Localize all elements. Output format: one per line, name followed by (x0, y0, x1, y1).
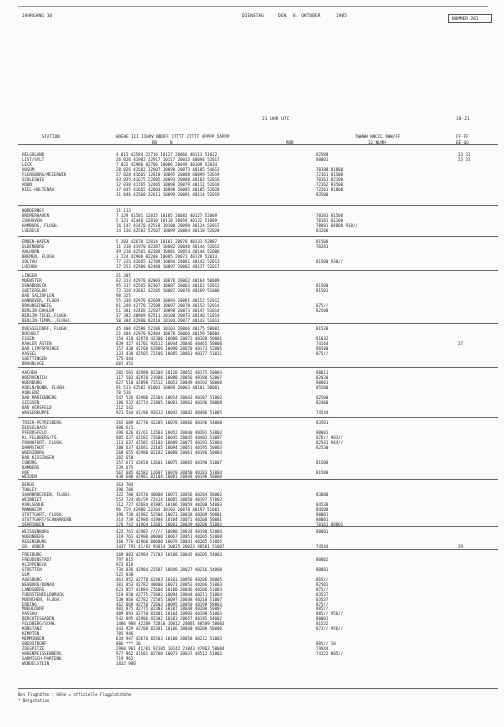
station-name: GARMISCH-PARTENK. (22, 655, 64, 661)
station-name: KOBLENZ (22, 389, 40, 395)
extra-groups: 82530 (316, 444, 329, 450)
observation-codes: 113 637 42581 42103 10089 20075 40193 52004 (116, 439, 222, 445)
extra-groups: 875// (316, 302, 329, 308)
station-name: MEMMINGEN (22, 636, 45, 642)
station-name: PFERDSFELD (22, 429, 47, 435)
station-name: WUERZBURG (22, 449, 45, 455)
station-name: BAD KISSINGEN (22, 454, 55, 460)
observation-codes: 51 381 42468 22507 10098 20073 40147 51014 (116, 307, 220, 313)
station-name: WENDELSTEIN (22, 660, 50, 666)
extra-groups: 875// (316, 586, 329, 592)
extra-groups: 74944 (316, 646, 329, 652)
station-name: GOETTINGEN (22, 355, 47, 361)
extra-groups: 80001 (316, 529, 329, 534)
station-name: NORDERNEY (22, 208, 45, 213)
station-name: FREUDENSTADT (22, 556, 52, 562)
extra-groups: 80001 (316, 156, 329, 162)
station-name: REGENSBURG (22, 538, 47, 544)
station-name: LINGEN (22, 273, 37, 278)
observation-codes: 396 706 (116, 486, 134, 492)
extra-groups: 81032 (316, 335, 329, 341)
station-name: ESSEN (22, 335, 35, 341)
station-name: WEINBIET (22, 496, 42, 502)
station-name: MUENSTER (22, 277, 42, 283)
extra-groups: 80001 (316, 511, 329, 517)
extra-groups: 86500 (316, 345, 329, 351)
column-ffff: FF-FF (456, 134, 469, 139)
extra-groups: 70161 82100 (316, 176, 344, 182)
extra-groups: 83537 (316, 596, 329, 602)
extra-groups: 74544 (316, 409, 329, 415)
observation-codes: 839 427 41701 92612 10044 20046 48465 50000 (116, 340, 222, 346)
station-name: HUSUM (22, 166, 35, 172)
extra-groups: 81501 (316, 287, 329, 293)
table-row (0, 410, 504, 415)
issue-number: NUMMER 281 (452, 17, 479, 22)
observation-codes: 443 929 42788 82301 10106 20040 40208 50000 (116, 626, 222, 632)
table-row (0, 264, 504, 269)
station-name: BERCHTESGADEN (22, 616, 55, 622)
observation-codes: 16 147 41470 42510 10100 20090 40124 52017 (116, 222, 220, 228)
bottom-rule (18, 688, 498, 689)
extra-groups: 81500 (316, 469, 329, 475)
group-separator (18, 417, 498, 418)
station-name: ULM (22, 571, 30, 577)
date-label: 8. OKTOBER (293, 14, 321, 19)
extra-groups: 80001 (316, 616, 329, 622)
observation-codes: 112 727 42684 81905 10106 20059 40200 54003 (116, 501, 222, 507)
observation-codes: 95 317 42565 02307 10087 20063 40162 52012 (116, 282, 220, 288)
column-codes: HOEHE III IIHVV NDDFF 1TTTT 2TTTT 4PPPP 5APPP (116, 134, 230, 139)
station-name: LECK (22, 161, 32, 167)
station-name: LUEBECK (22, 227, 40, 233)
station-name: BAMBERG (22, 464, 40, 470)
station-name: HANNOVER, FLUGH. (22, 297, 62, 303)
station-name: WEIDEN (22, 474, 37, 480)
observation-codes: 607 452 (116, 360, 134, 366)
station-name: STOETTEN (22, 566, 42, 572)
jahrgang-label: JAHRGANG 10 (22, 14, 53, 19)
station-name: MUEHLDORF (22, 606, 45, 612)
extra-groups: 81530 (316, 326, 329, 331)
station-name: LANDSBERG (22, 586, 45, 592)
observation-codes: 3 224 42980 02208 10085 20071 40129 52014 (116, 253, 218, 259)
station-name: KEMPTEN (22, 631, 40, 637)
station-name: ZUGSPITZE (22, 646, 45, 652)
station-name: BAD MARIENBERG (22, 394, 57, 400)
observation-codes: 319 763 42980 00000 10067 20051 40205 52008 (116, 533, 222, 539)
station-name: HOHENPEISSENBERG (22, 651, 62, 656)
station-name: KOELN/BONN, FLUGH. (22, 384, 67, 390)
extra-groups: 72261 81800 (316, 186, 344, 192)
station-name: FREIBURG (22, 552, 42, 557)
extra-groups: 70281 (316, 243, 329, 249)
observation-codes: 806 *** 10 (116, 641, 141, 647)
table-row (0, 661, 504, 666)
station-name: NUERBURG (22, 379, 42, 385)
observation-codes: 26 020 41982 22917 10117 20033 40094 52017 (116, 156, 220, 162)
table-row (0, 228, 504, 233)
observation-codes: 2960 961 41/01 92105 10142 21043 47063 58004 (116, 646, 225, 652)
observation-codes: 117 502 42970 21908 10088 20056 40180 52007 (116, 374, 222, 380)
observation-codes: 396 738 42982 52504 10073 20038 40209 50001 (116, 511, 222, 517)
station-name: FLENSBURG/MEIERWIK (22, 171, 67, 177)
station-name: AUGSBURG (22, 576, 42, 582)
station-name: KASSEL (22, 350, 37, 356)
station-name: OEHRINGEN (22, 521, 45, 527)
station-name: TRIER-PETRISBERG (22, 420, 62, 425)
observation-codes: 154 410 42970 42306 10088 20072 40168 50001 (116, 335, 222, 341)
station-name: BAD SALZUFLEN (22, 292, 55, 298)
extra-groups: 70181 81100 (316, 217, 344, 223)
station-name: BAD HERSFELD (22, 404, 52, 410)
station-name: NOERVENICH (22, 374, 47, 380)
observation-codes: 282 658 (116, 454, 134, 460)
extra-groups: 885// 10 (316, 641, 336, 647)
extra-groups: 81532 (316, 621, 329, 627)
observation-codes: 542 895 42986 92302 10103 20057 40195 54002 (116, 616, 222, 622)
extra-groups: 82500 (316, 394, 329, 400)
extra-groups: 83527 (316, 591, 329, 597)
observation-codes: 1486 908 42289 72810 10012 20001 48509 58003 (116, 621, 225, 627)
observation-codes: 5 203 42670 12014 10101 20070 40131 52007 (116, 239, 218, 244)
station-name: FUERSTENFELDBRUCK (22, 591, 64, 597)
station-name: COBURG (22, 459, 37, 465)
observation-codes: 530 866 42782 72505 10097 20048 40210 51007 (116, 596, 222, 602)
extra-groups: 875// (316, 350, 329, 356)
observation-codes: 623 857 42884 72604 10100 20046 40206 51003 (116, 586, 222, 592)
observation-codes: 12 038 41765 32405 10098 20079 40111 52018 (116, 181, 220, 187)
station-name: DARMSTADT (22, 444, 45, 450)
station-name: KARLSRUHE (22, 501, 45, 507)
observation-codes: 519 858 42775 72602 10094 20044 40211 51004 (116, 591, 222, 597)
station-name: OSNABRUECK (22, 282, 47, 288)
den-label: DEN (278, 14, 287, 19)
group-separator (18, 526, 498, 527)
observation-codes: 805 637 42182 72604 10045 20045 48483 53007 (116, 434, 222, 440)
observation-codes: 357 671 42658 12601 10075 20065 40190 51007 (116, 459, 222, 465)
observation-codes: 175 444 (116, 355, 134, 361)
observation-codes: 480 615 (116, 424, 134, 430)
station-name: SAARBRUECKEN, FLUGH. (22, 491, 72, 497)
ff-groups: 23 31 (458, 152, 471, 157)
column-eegg: EE GG (456, 140, 469, 145)
station-name: MUENCHEN, FLUGH. (22, 596, 62, 602)
extra-groups: 82541 944// (316, 439, 344, 445)
table-row (0, 318, 504, 323)
extra-groups: 82500 (316, 307, 329, 313)
station-name: ERDING (22, 601, 37, 607)
station-name: BRAUNSCHWEIG (22, 302, 52, 308)
station-name: OBERSTDORF (22, 641, 47, 647)
observation-codes: 462 869 42770 72603 10095 20050 40199 58003 (116, 601, 222, 607)
observation-codes: 7 129 41581 12815 10105 20082 40127 52009 (116, 212, 218, 218)
extra-groups: 81500 (316, 239, 329, 244)
observation-codes: 973 818 (116, 561, 134, 567)
observation-codes: 522 838 (116, 571, 134, 577)
station-name: HELGOLAND (22, 152, 45, 157)
extra-groups: 873// 956// (316, 626, 344, 632)
observation-codes: 91 513 42582 81803 10089 20063 40181 50001 (116, 384, 220, 390)
observation-codes: 37 382 40969 02511 10100 20073 40140 51014 (116, 312, 220, 318)
extra-groups: 81500 (316, 282, 329, 288)
group-separator (18, 270, 498, 271)
observation-codes: 21 305 (116, 273, 131, 278)
station-name: KLIPPENECK (22, 561, 47, 567)
extra-groups: 84530 (316, 501, 329, 507)
extra-groups: 81500 930// (316, 258, 344, 264)
extra-groups: 80001 (316, 516, 329, 522)
station-name: PASSAU (22, 611, 37, 617)
observation-codes: 401 875 42775 82303 10107 20048 40200 50007 (116, 606, 222, 612)
station-name: GIESSEN (22, 399, 40, 405)
extra-groups: 83501 (316, 420, 329, 425)
observation-codes: 43 035 41675 22605 10093 20080 40103 52016 (116, 176, 220, 182)
extra-groups: 80001 (316, 379, 329, 385)
observation-codes: 70 516 (116, 389, 131, 395)
column-rr: RR (152, 140, 158, 145)
observation-codes: 322 708 42570 40000 10072 20056 40204 58002 (116, 491, 222, 497)
station-name: STUTTGART, FLUGH. (22, 511, 64, 517)
station-name: BRAUNLAGE (22, 360, 45, 366)
extra-groups: 85500 (316, 384, 329, 390)
observation-codes: 96 729 42980 22204 10103 20078 40197 51001 (116, 506, 220, 512)
extra-groups: 80001 (316, 566, 329, 572)
observation-codes: 28 026 41582 12907 10098 20073 40105 54013 (116, 166, 220, 172)
observation-codes: 1437 791 41/01 93014 10025 20023 48501 51007 (116, 543, 225, 549)
station-name: BERLIN-TEGEL,FLUGH. (22, 312, 69, 318)
group-separator (18, 236, 498, 237)
observation-codes: 81 348 42770 72508 10097 20070 40152 52014 (116, 302, 220, 308)
observation-codes: 157 430 42760 62806 10090 20070 40173 52005 (116, 345, 222, 351)
observation-codes: 108 637 42681 22105 10094 20051 40195 50003 (116, 444, 222, 450)
observation-codes: 627 510 42890 72512 10053 20049 40192 50000 (116, 379, 222, 385)
station-name: GR. ARBER (22, 543, 45, 549)
extra-groups: 875// (316, 601, 329, 607)
group-separator (18, 367, 498, 368)
station-name: LUCHOW (22, 263, 37, 269)
observation-codes: 231 438 42565 72106 10085 20061 40177 51011 (116, 350, 222, 356)
observation-codes: 27 028 41665 12610 10095 20088 40099 52019 (116, 171, 220, 177)
observation-codes: 1832 980 (116, 660, 136, 666)
observation-codes: 55 338 42970 02609 10094 20081 40152 52012 (116, 297, 220, 303)
station-name: KONSTANZ (22, 626, 42, 632)
station-name: BERLIN-DAHLEM (22, 307, 55, 313)
extra-groups: 83200 (316, 227, 329, 233)
group-separator (18, 323, 498, 324)
observation-codes: 49 218 42565 02309 10081 20054 40144 52006 (116, 248, 220, 254)
observation-codes: 396 626 42/61 12503 10052 20040 40201 53003 (116, 429, 222, 435)
extra-groups: 82030 (316, 374, 329, 380)
extra-groups: 74144 (316, 340, 329, 346)
extra-groups: 72161 81500 (316, 171, 344, 177)
station-name: THOLEY (22, 486, 37, 492)
station-name: DUESSELDORF, FLUGH. (22, 326, 69, 331)
station-name: FRANKFURT, FLUGH. (22, 439, 64, 445)
observation-codes: 553 724 46/59 72414 10065 20050 40197 57003 (116, 496, 222, 502)
observation-codes: 17 253 42980 02408 10097 20082 40137 52017 (116, 263, 220, 269)
observation-codes: 461 852 42770 62403 10101 20056 40206 50005 (116, 576, 222, 582)
observation-codes: 5 131 41440 12810 10118 20059 40122 51009 (116, 217, 218, 223)
observation-codes: 977 962 41581 82708 10073 20037 48512 51003 (116, 651, 222, 656)
observation-codes: 409 893 42770 82401 10104 20093 40198 53003 (116, 611, 222, 617)
year-label: 1985 (336, 14, 347, 19)
time-range-label: 18-21 (456, 117, 470, 122)
observation-codes: 21 404 42970 02404 10078 20066 40159 50004 (116, 330, 220, 336)
observation-codes: 11 113 (116, 208, 131, 213)
extra-groups: 81500 (316, 459, 329, 465)
station-name: STUTTGART/SCHNARRENB (22, 516, 72, 522)
extra-groups: 70188 81800 (316, 166, 344, 172)
observation-codes: 239 675 (116, 464, 134, 470)
footnote-airports: Bei Flughäfen : Höhe = offizielle Flugplatzhöhe (18, 692, 132, 697)
extra-groups: 83800 (316, 491, 329, 497)
ff-groups: 29 (458, 543, 463, 549)
observation-codes: 797 815 (116, 556, 134, 562)
observation-codes: 634 947 42670 82503 10100 20058 40212 51003 (116, 636, 222, 642)
observation-codes: 62 313 42970 02003 10078 20062 40164 50009 (116, 277, 220, 283)
station-name: SCHLESWIG (22, 176, 45, 182)
observation-codes: 921 544 41/00 92613 10042 20042 48486 51005 (116, 409, 222, 415)
station-name: GUETERSLOH (22, 287, 47, 293)
extra-groups: 878// 903// (316, 434, 344, 440)
group-separator (18, 479, 498, 480)
observation-codes: 276 742 41964 12601 10081 20049 40200 51003 (116, 521, 222, 527)
station-name: OLDENBURG (22, 243, 45, 249)
observation-codes: 98 325 (116, 292, 131, 298)
extra-groups: 82400 (316, 399, 329, 405)
table-row (0, 361, 504, 366)
station-name: HOHN (22, 181, 32, 187)
station-name: LIST/SYLT (22, 156, 45, 162)
observation-codes: 363 704 (116, 482, 134, 487)
extra-groups: 88011 (316, 370, 329, 375)
column-n: N (170, 140, 173, 145)
extra-groups: 80002 (316, 556, 329, 562)
weekday-label: DIENSTAG (242, 14, 264, 19)
observation-codes: 72 320 42662 42205 10087 20070 40169 51008 (116, 287, 220, 293)
extra-groups: 83500 (316, 191, 329, 197)
column-extra-sub: 12 NLMH (368, 140, 386, 145)
extra-groups: 74122 885// (316, 651, 344, 656)
observation-codes: 734 836 42984 22507 10048 20027 40216 54000 (116, 566, 222, 572)
observation-codes: 269 803 42984 71703 10108 20045 40205 54003 (116, 552, 222, 557)
extra-groups: 82500 (316, 152, 329, 157)
table-row (0, 192, 504, 197)
station-name: NEUBURG/DONAU (22, 581, 55, 587)
station-name: NUERNBERG (22, 533, 45, 539)
extra-groups: 70161 80001 (316, 521, 344, 527)
station-name: WASSERKUPPE (22, 409, 50, 415)
extra-groups: 78081 84800 918// (316, 222, 358, 228)
station-name: BERLIN-TEMPL.,FLUGH. (22, 317, 72, 323)
observation-codes: 45 400 42580 52206 10103 20066 40175 50002 (116, 326, 220, 331)
observation-codes: 567 685 42582 12607 10070 20050 40183 51004 (116, 469, 222, 475)
station-name: AHLHORN (22, 248, 40, 254)
extra-groups: 84500 (316, 506, 329, 512)
observation-codes: 438 688 42981 02104 10081 20048 40196 50008 (116, 474, 222, 480)
time-utc-label: 21 UHR UTC (262, 117, 290, 122)
station-name: BREMERHAVEN (22, 212, 50, 218)
group-separator (18, 549, 498, 550)
observation-codes: 366 776 42960 00000 10079 20041 40205 51005 (116, 538, 222, 544)
station-name: BERUS (22, 482, 35, 487)
observation-codes: 547 526 42980 22304 10054 20043 40187 51002 (116, 394, 222, 400)
station-name: WEISSENBURG (22, 529, 50, 534)
station-name: KIEL-HOLTENAU (22, 186, 55, 192)
observation-codes: 422 761 42982 ///// 10080 20034 40198 52004 (116, 529, 222, 534)
observation-codes: 381 853 42782 40000 10071 20053 40206 51003 (116, 581, 222, 587)
observation-codes: 31 046 42560 32611 10099 20091 40114 52019 (116, 191, 220, 197)
station-name: KAHLER ASTEN (22, 340, 52, 346)
station-name: MANNHEIM (22, 506, 42, 512)
footnote-mountain: * Bergstation (18, 698, 50, 703)
extra-groups: 80001 (316, 429, 329, 435)
observation-codes: 314 739 42980 41904 10104 20071 40200 50001 (116, 516, 222, 522)
observation-codes: 7 022 42980 02706 10086 20049 40109 52034 (116, 161, 218, 167)
station-name: SOLTAU (22, 258, 37, 264)
station-name: KL.FELDBERG/TS. (22, 434, 59, 440)
station-name: BREMEN, FLUGH. (22, 253, 57, 259)
ff-groups: 23 31 (458, 156, 471, 162)
station-name: BOCHOLT (22, 330, 40, 336)
extra-groups: 885// 956// (316, 611, 344, 617)
column-station: STATION (42, 134, 60, 139)
observation-codes: 11 210 41970 02207 10082 20040 40144 52012 (116, 243, 220, 249)
extra-groups: 70381 81500 (316, 212, 344, 218)
station-name: FELDBERG/SCHW. (22, 621, 57, 627)
station-name: HAMBURG, FLUGH. (22, 222, 59, 228)
station-name: DEUSELBACH (22, 424, 47, 430)
observation-codes: 77 235 42665 32709 10094 20081 40142 52013 (116, 258, 220, 264)
ff-groups: 27 (458, 340, 463, 346)
extra-groups: 82501 (316, 581, 329, 587)
extra-groups: 865// (316, 576, 329, 582)
extra-groups: 74544 (316, 543, 329, 549)
observation-codes: 186 532 42774 21805 10083 20063 40196 50008 (116, 399, 222, 405)
group-separator (18, 205, 498, 206)
extra-groups: 72162 83500 (316, 181, 344, 187)
observation-codes: 17 045 41665 42604 10098 20085 40105 52020 (116, 186, 220, 192)
observation-codes: 202 501 42980 82304 10120 20052 40175 50003 (116, 370, 222, 375)
observation-codes: 50 384 42980 02410 10104 20077 40143 51013 (116, 317, 220, 323)
observation-codes: 212 542 (116, 404, 134, 410)
column-extra: 7WWWW 8NCCC 9WW/FF (355, 134, 401, 139)
observation-codes: 719 963 (116, 655, 134, 661)
station-name: EMDEN-HAFEN (22, 239, 50, 244)
observation-codes: 268 655 42980 02102 10088 20061 40196 50003 (116, 449, 222, 455)
station-name: AACHEN (22, 370, 37, 375)
observation-codes: 705 946 (116, 631, 134, 637)
observation-codes: 265 609 42770 42205 10078 20066 40196 54000 (116, 420, 222, 425)
station-name: CUXHAVEN (22, 217, 42, 223)
station-name: HOF (22, 469, 30, 475)
observation-codes: 4 015 42584 22716 10127 20066 40113 51012 (116, 152, 218, 157)
extra-groups: 885// (316, 606, 329, 612)
observation-codes: 14 156 42582 52507 10099 20084 40118 52020 (116, 227, 220, 233)
column-rrr: RRR (286, 140, 294, 145)
station-name: BAD LIPPSPRINGE (22, 345, 59, 351)
